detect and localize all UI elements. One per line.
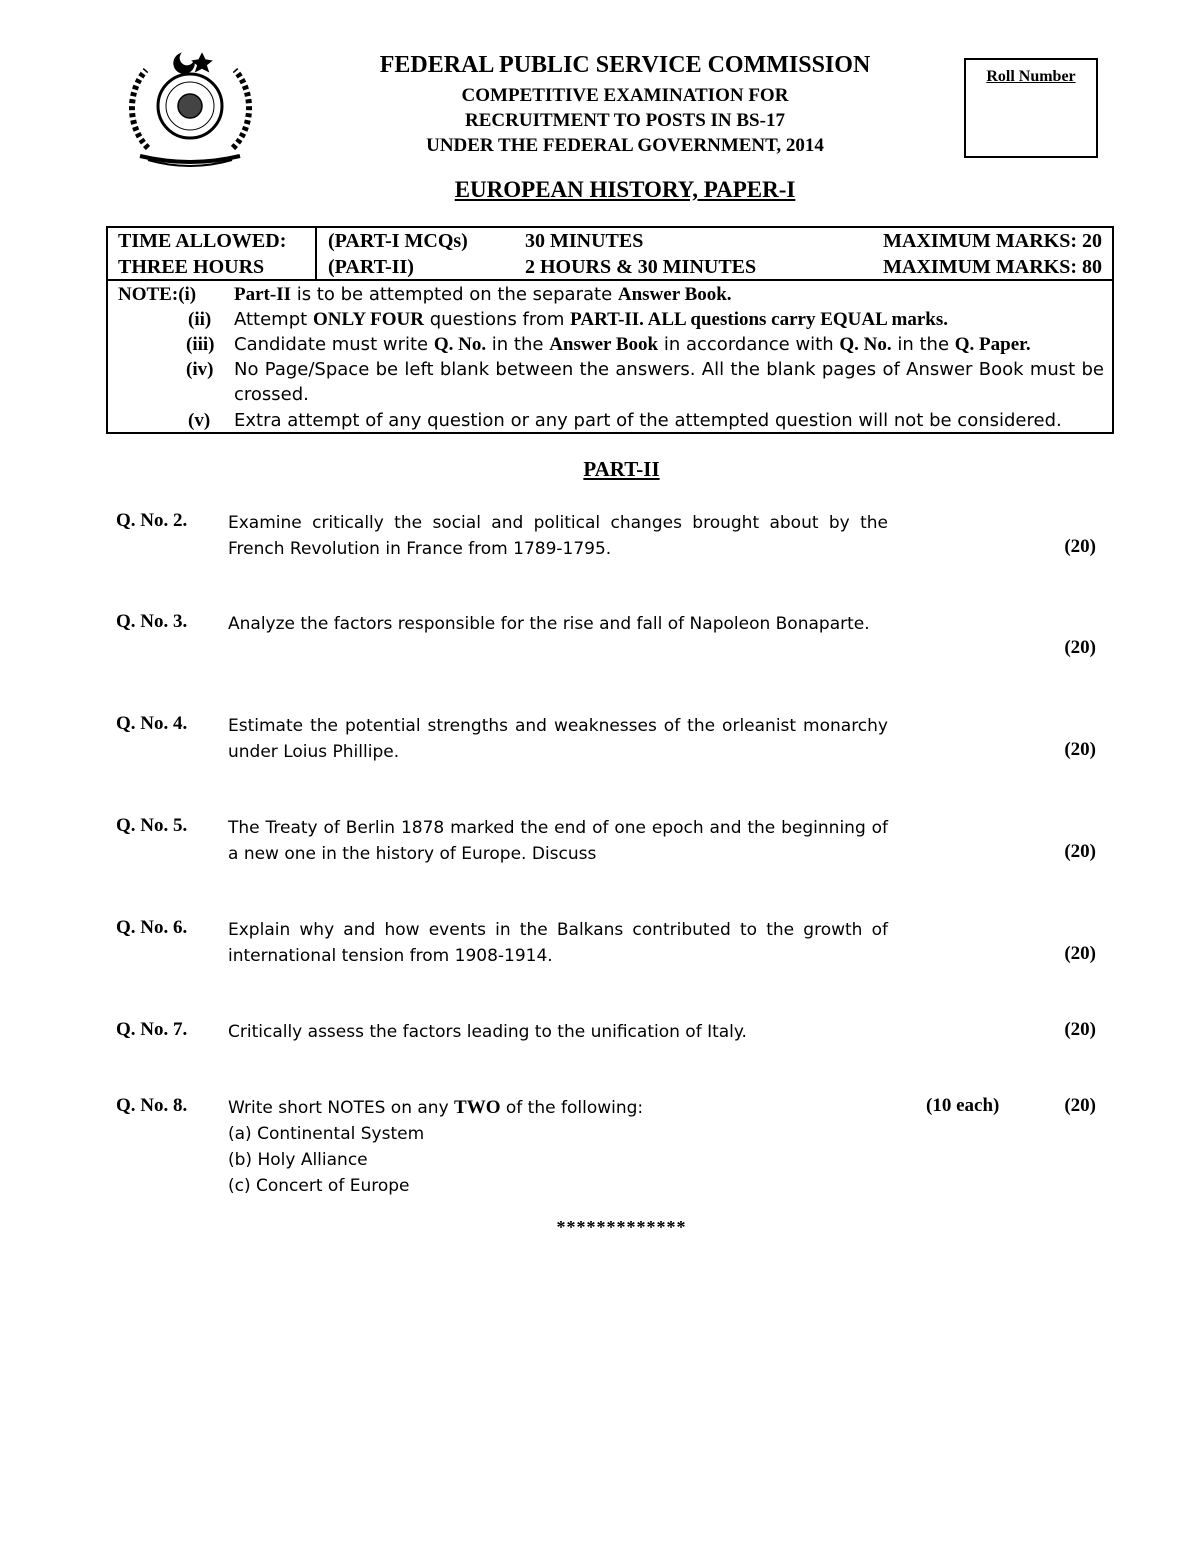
- roll-number-box[interactable]: [964, 58, 1098, 158]
- question-8: Q. No. 8. Write short NOTES on any TWO of the following: (a) Continental System (b) Holy Alliance (c) Concert of Europe (10 each) (20): [116, 1095, 1096, 1205]
- exam-line: COMPETITIVE EXAMINATION FOR: [461, 85, 789, 106]
- time-row-part-2: THREE HOURS (PART-II) 2 HOURS & 30 MINUTES MAXIMUM MARKS: 80: [118, 256, 1102, 278]
- question-4: Q. No. 4. Estimate the potential strengths and weaknesses of the orleanist monarchy under Loius Phillipe. (20): [116, 713, 1096, 762]
- sub-item-c: (c) Concert of Europe: [228, 1176, 410, 1196]
- time-row-part-1: TIME ALLOWED: (PART-I MCQs) 30 MINUTES MAXIMUM MARKS: 20: [118, 230, 1102, 252]
- note-iv: (iv) No Page/Space be left blank between the answers. All the blank pages of Answer Book must be crossed.: [186, 359, 1104, 405]
- note-ii: (ii) Attempt ONLY FOUR questions from PART-II. ALL questions carry EQUAL marks.: [188, 309, 948, 330]
- sub-item-a: (a) Continental System: [228, 1124, 425, 1144]
- question-5: Q. No. 5. The Treaty of Berlin 1878 marked the end of one epoch and the beginning of a new one in the history of Europe. Discuss (20): [116, 815, 1096, 864]
- note-i: NOTE:(i) Part-II is to be attempted on the separate Answer Book.: [118, 284, 732, 305]
- table-divider: [315, 228, 317, 280]
- question-2: Q. No. 2. Examine critically the social and political changes brought about by the French Revolution in France from 1789-1795. (20): [116, 510, 1096, 559]
- question-3: Q. No. 3. Analyze the factors responsible for the rise and fall of Napoleon Bonaparte. (20): [116, 611, 1096, 658]
- table-bottom-rule: [108, 279, 1112, 281]
- recruitment-line: RECRUITMENT TO POSTS IN BS-17: [465, 110, 785, 131]
- end-marker: *************: [556, 1217, 687, 1237]
- paper-title: EUROPEAN HISTORY, PAPER-I: [454, 177, 796, 202]
- each-marks: (10 each): [926, 1095, 1000, 1116]
- note-iii: (iii) Candidate must write Q. No. in the Answer Book in accordance with Q. No. in the Q. Paper.: [186, 334, 1031, 355]
- commission-name: FEDERAL PUBLIC SERVICE COMMISSION: [379, 52, 871, 78]
- question-7: Q. No. 7. Critically assess the factors leading to the unification of Italy. (20): [116, 1019, 1096, 1042]
- instructions-box: [106, 226, 1114, 434]
- part-ii-heading: PART-II: [583, 457, 660, 481]
- roll-number-label: Roll Number: [986, 68, 1076, 85]
- note-v: (v) Extra attempt of any question or any part of the attempted question will not be considered.: [188, 410, 1062, 431]
- government-line: UNDER THE FEDERAL GOVERNMENT, 2014: [426, 135, 824, 156]
- fpsc-emblem: [118, 48, 263, 170]
- question-6: Q. No. 6. Explain why and how events in the Balkans contributed to the growth of international tension from 1908-1914. (20): [116, 917, 1096, 966]
- sub-item-b: (b) Holy Alliance: [228, 1150, 368, 1170]
